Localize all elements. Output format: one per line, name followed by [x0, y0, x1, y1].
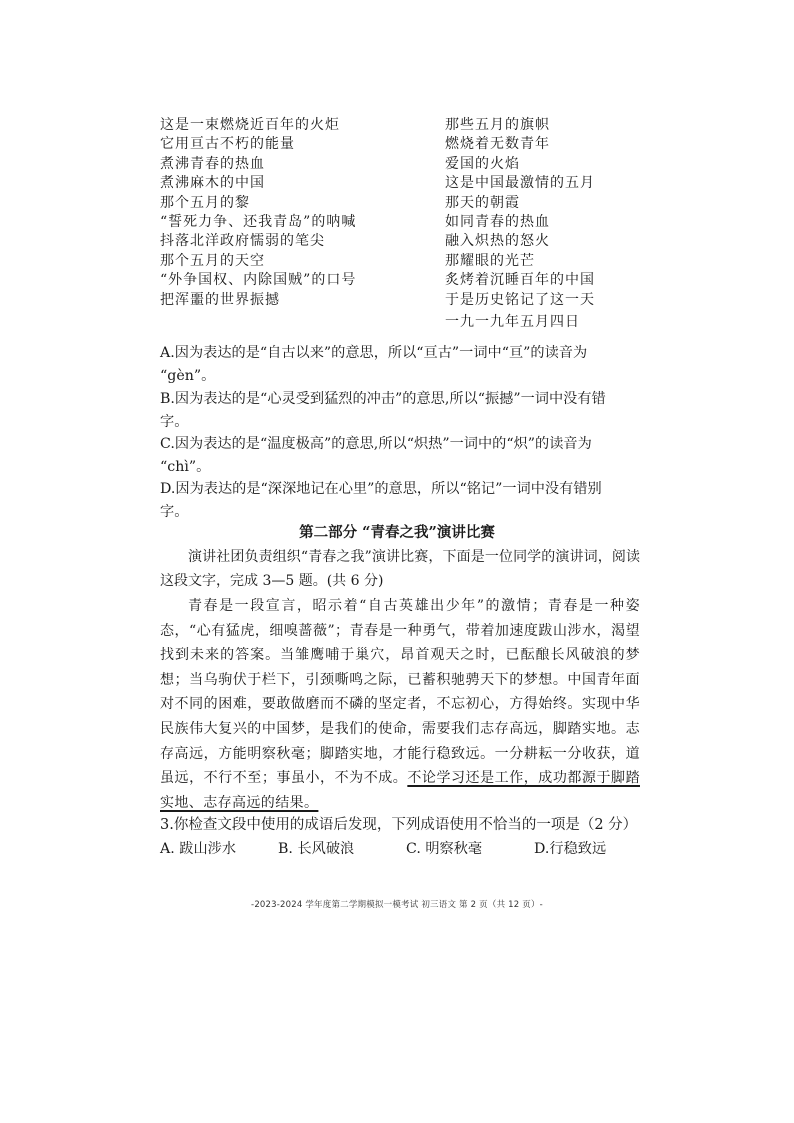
- option-c-line2: “chì”。: [160, 459, 211, 475]
- poem-line: 那耀眼的光芒: [445, 252, 535, 269]
- poem-line: 炙烤着沉睡百年的中国: [445, 272, 595, 289]
- poem-line: 它用亘古不朽的能量: [160, 136, 295, 153]
- poem-line: 这是中国最激情的五月: [445, 175, 595, 192]
- poem-line: 那个五月的黎: [160, 194, 250, 211]
- option-d-line2: 字。: [160, 504, 189, 520]
- poem-line: 如同青春的热血: [445, 214, 550, 231]
- option-b-line2: 字。: [160, 414, 189, 430]
- choice-c: C. 明察秋毫: [406, 841, 483, 857]
- option-d-line1: D.因为表达的是“深深地记在心里”的意思，所以“铭记”一词中没有错别: [160, 481, 602, 497]
- question-3: 3.你检查文段中使用的成语后发现，下列成语使用不恰当的一项是（2 分）: [160, 817, 638, 833]
- poem-line: 这是一束燃烧近百年的火炬: [160, 117, 340, 133]
- poem-line: 那些五月的旗帜: [445, 117, 550, 133]
- choice-d: D.行稳致远: [534, 841, 607, 857]
- option-b: [160, 388, 640, 434]
- poem-left-column: [160, 116, 356, 310]
- underlined-sentence: 不论学习还是工作，成功都源于脚踏实地、志存高远的结果。: [160, 770, 640, 811]
- poem-right-column: [445, 116, 595, 332]
- poem-line: 于是历史铭记了这一天: [445, 291, 595, 308]
- poem-line: “外争国权、内除国贼”的口号: [160, 272, 357, 289]
- passage-text: 青春是一段宣言，昭示着“自古英雄出少年”的激情；青春是一种姿态，“心有猛虎，细嗅蔷薇”；青春是一种勇气，带着加速度跋山涉水，渴望找到未来的答案。当雏鹰哺于巢穴，昂首观天之时，已酝酿长风破浪的梦想；当乌驹伏于栏下，引颈嘶鸣之际，已蓄积驰骋天下的梦想。中国青年面对不同的困难，要敢做磨而不磷的坚定者，不忘初心，方得始终。实现中华民族伟大复兴的中国梦，是我们的使命，需要我们志存高远，脚踏实地。志存高远，方能明察秋毫；脚踏实地，才能行稳致远。一分耕耘一分收获，道虽远，不行不至；事虽小，不为不成。: [160, 598, 640, 787]
- poem-line: 煮沸青春的热血: [160, 155, 265, 172]
- option-a: [160, 342, 640, 388]
- section-title: 第二部分 “青春之我”演讲比赛: [299, 524, 495, 541]
- poem-line: 抖落北洋政府懦弱的笔尖: [160, 233, 325, 250]
- intro-paragraph: 演讲社团负责组织“青春之我”演讲比赛，下面是一位同学的演讲词，阅读这段文字，完成 3—5 题。(共 6 分): [160, 549, 640, 590]
- poem-date-line: 一九一九年五月四日: [445, 314, 580, 331]
- option-d: [160, 478, 640, 524]
- poem-line: “誓死力争、还我青岛”的呐喊: [160, 214, 357, 231]
- page-footer: -2023-2024 学年度第二学期模拟一模考试 初三语文 第 2 页（共 12 页）-: [251, 900, 543, 910]
- poem-line: 燃烧着无数青年: [445, 136, 550, 153]
- poem-line: 那天的朝霞: [445, 194, 520, 211]
- speech-passage: [160, 594, 640, 815]
- option-c: [160, 433, 640, 479]
- option-a-line1: A.因为表达的是“自古以来”的意思，所以“亘古”一词中“亘”的读音为: [160, 345, 588, 361]
- poem-line: 把浑噩的世界振撼: [160, 291, 280, 308]
- choice-a: A. 跋山涉水: [160, 841, 237, 857]
- option-b-line1: B.因为表达的是“心灵受到猛烈的冲击”的意思,所以“振撼”一词中没有错: [160, 391, 606, 407]
- choice-b: B. 长风破浪: [278, 841, 355, 857]
- poem-line: 那个五月的天空: [160, 252, 265, 269]
- choices-row: [160, 838, 630, 858]
- option-a-line2: “gèn”。: [160, 368, 216, 384]
- poem-line: 爱国的火焰: [445, 155, 520, 172]
- poem-line: 煮沸麻木的中国: [160, 175, 265, 192]
- option-c-line1: C.因为表达的是“温度极高”的意思,所以“炽热”一词中的“炽”的读音为: [160, 436, 592, 452]
- poem-line: 融入炽热的怒火: [445, 233, 550, 250]
